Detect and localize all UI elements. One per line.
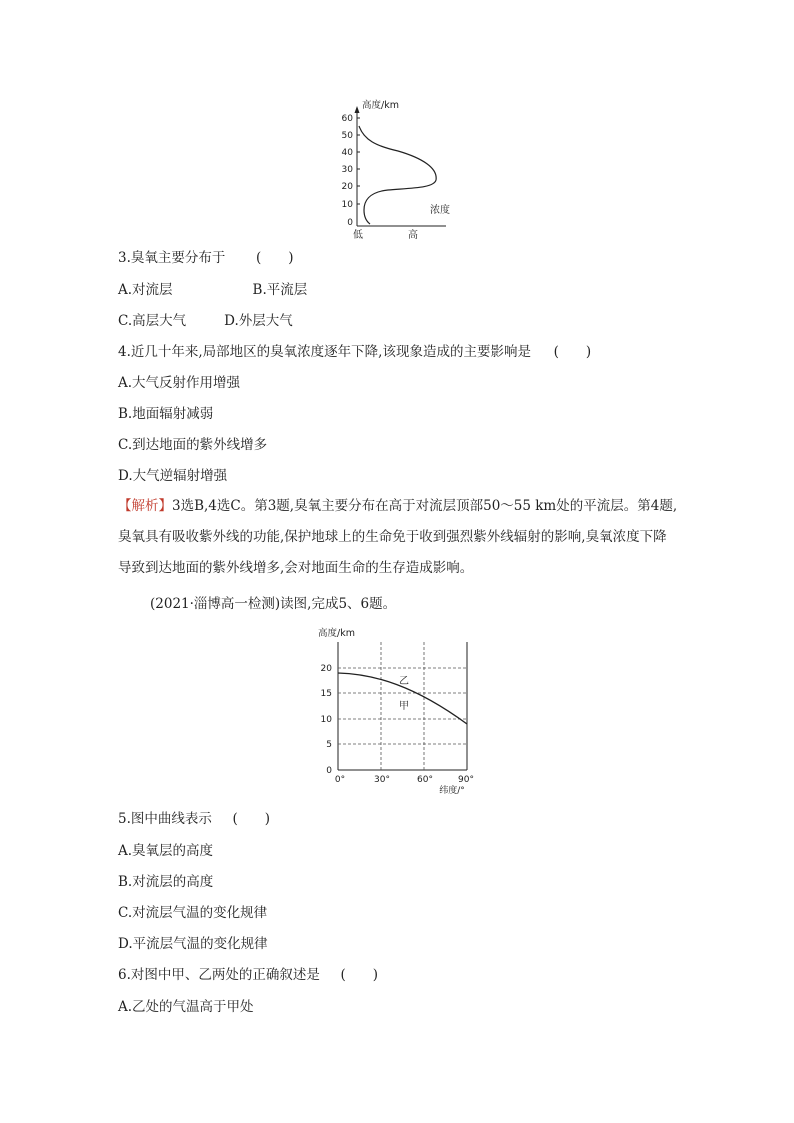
fig2-tick-15: 15	[320, 689, 332, 699]
fig2-tick-30deg: 30°	[374, 775, 390, 785]
fig1-tick-50: 50	[341, 131, 353, 141]
question-6	[118, 966, 378, 984]
q5-option-c: C.对流层气温的变化规律	[118, 905, 268, 921]
q5-option-a: A.臭氧层的高度	[118, 843, 214, 859]
analysis-block	[118, 491, 678, 584]
fig2-x-ticks	[335, 775, 474, 785]
q3-option-a: A.对流层	[118, 282, 173, 298]
source-line: (2021·淄博高一检测)读图,完成5、6题。	[150, 596, 397, 612]
q3-option-c: C.高层大气	[118, 313, 187, 329]
fig2-tick-10: 10	[320, 715, 332, 725]
fig2-y-axis-label: 高度/km	[318, 628, 355, 639]
q5-option-b: B.对流层的高度	[118, 874, 214, 890]
q5-paren: ( )	[232, 811, 271, 827]
fig1-tick-20: 20	[341, 182, 353, 192]
ozone-curve	[359, 126, 436, 224]
fig1-tick-60: 60	[341, 114, 353, 124]
fig2-tick-90deg: 90°	[458, 775, 474, 785]
fig1-y-arrow	[355, 106, 360, 113]
ozone-concentration-figure	[330, 96, 470, 242]
q4-option-b: B.地面辐射减弱	[118, 406, 214, 422]
q3-paren: ( )	[255, 250, 294, 266]
analysis-text: 3选B,4选C。第3题,臭氧主要分布在高于对流层顶部50～55 km处的平流层。第4题,臭氧具有吸收紫外线的功能,保护地球上的生命免于收到强烈紫外线辐射的影响,臭氧浓度下降导致到达地面的紫外线增多,会对地面生命的生存造成影响。	[118, 498, 678, 576]
tropopause-figure	[315, 624, 485, 796]
fig2-tick-20: 20	[320, 664, 332, 674]
fig2-y-ticks	[321, 664, 333, 776]
q6-stem: 6.对图中甲、乙两处的正确叙述是	[118, 967, 320, 983]
fig1-curve-label: 浓度	[430, 205, 450, 216]
q3-stem: 3.臭氧主要分布于	[118, 250, 226, 266]
q4-option-a: A.大气反射作用增强	[118, 375, 241, 391]
fig1-x-high: 高	[408, 230, 418, 241]
question-3	[118, 249, 294, 267]
fig2-tick-60deg: 60°	[417, 775, 433, 785]
fig1-tick-40: 40	[341, 148, 353, 158]
q5-option-d: D.平流层气温的变化规律	[118, 936, 268, 952]
q6-option-a: A.乙处的气温高于甲处	[118, 999, 254, 1015]
question-4	[118, 343, 591, 361]
fig2-tick-0deg: 0°	[334, 775, 346, 785]
fig1-tick-0: 0	[347, 218, 353, 228]
q4-stem: 4.近几十年来,局部地区的臭氧浓度逐年下降,该现象造成的主要影响是	[118, 344, 531, 360]
q3-options-row-1	[118, 281, 307, 299]
fig1-tick-10: 10	[341, 200, 353, 210]
q6-paren: ( )	[340, 967, 379, 983]
fig2-tick-0: 0	[326, 766, 332, 776]
q4-paren: ( )	[553, 344, 592, 360]
q3-option-d: D.外层大气	[224, 313, 293, 329]
fig1-y-ticks	[342, 114, 354, 228]
analysis-tag: 【解析】	[118, 498, 172, 514]
q5-stem: 5.图中曲线表示	[118, 811, 212, 827]
q3-options-row-2	[118, 312, 293, 330]
fig2-x-axis-label: 纬度/°	[439, 786, 465, 796]
question-5	[118, 810, 270, 828]
label-yi: 乙	[399, 676, 409, 687]
fig1-x-low: 低	[353, 230, 363, 241]
fig2-tick-5: 5	[326, 740, 332, 750]
q3-option-b: B.平流层	[252, 282, 308, 298]
fig1-y-axis-label: 高度/km	[362, 100, 399, 111]
label-jia: 甲	[399, 701, 409, 712]
q4-option-d: D.大气逆辐射增强	[118, 468, 228, 484]
q4-option-c: C.到达地面的紫外线增多	[118, 437, 268, 453]
fig1-tick-30: 30	[341, 165, 353, 175]
